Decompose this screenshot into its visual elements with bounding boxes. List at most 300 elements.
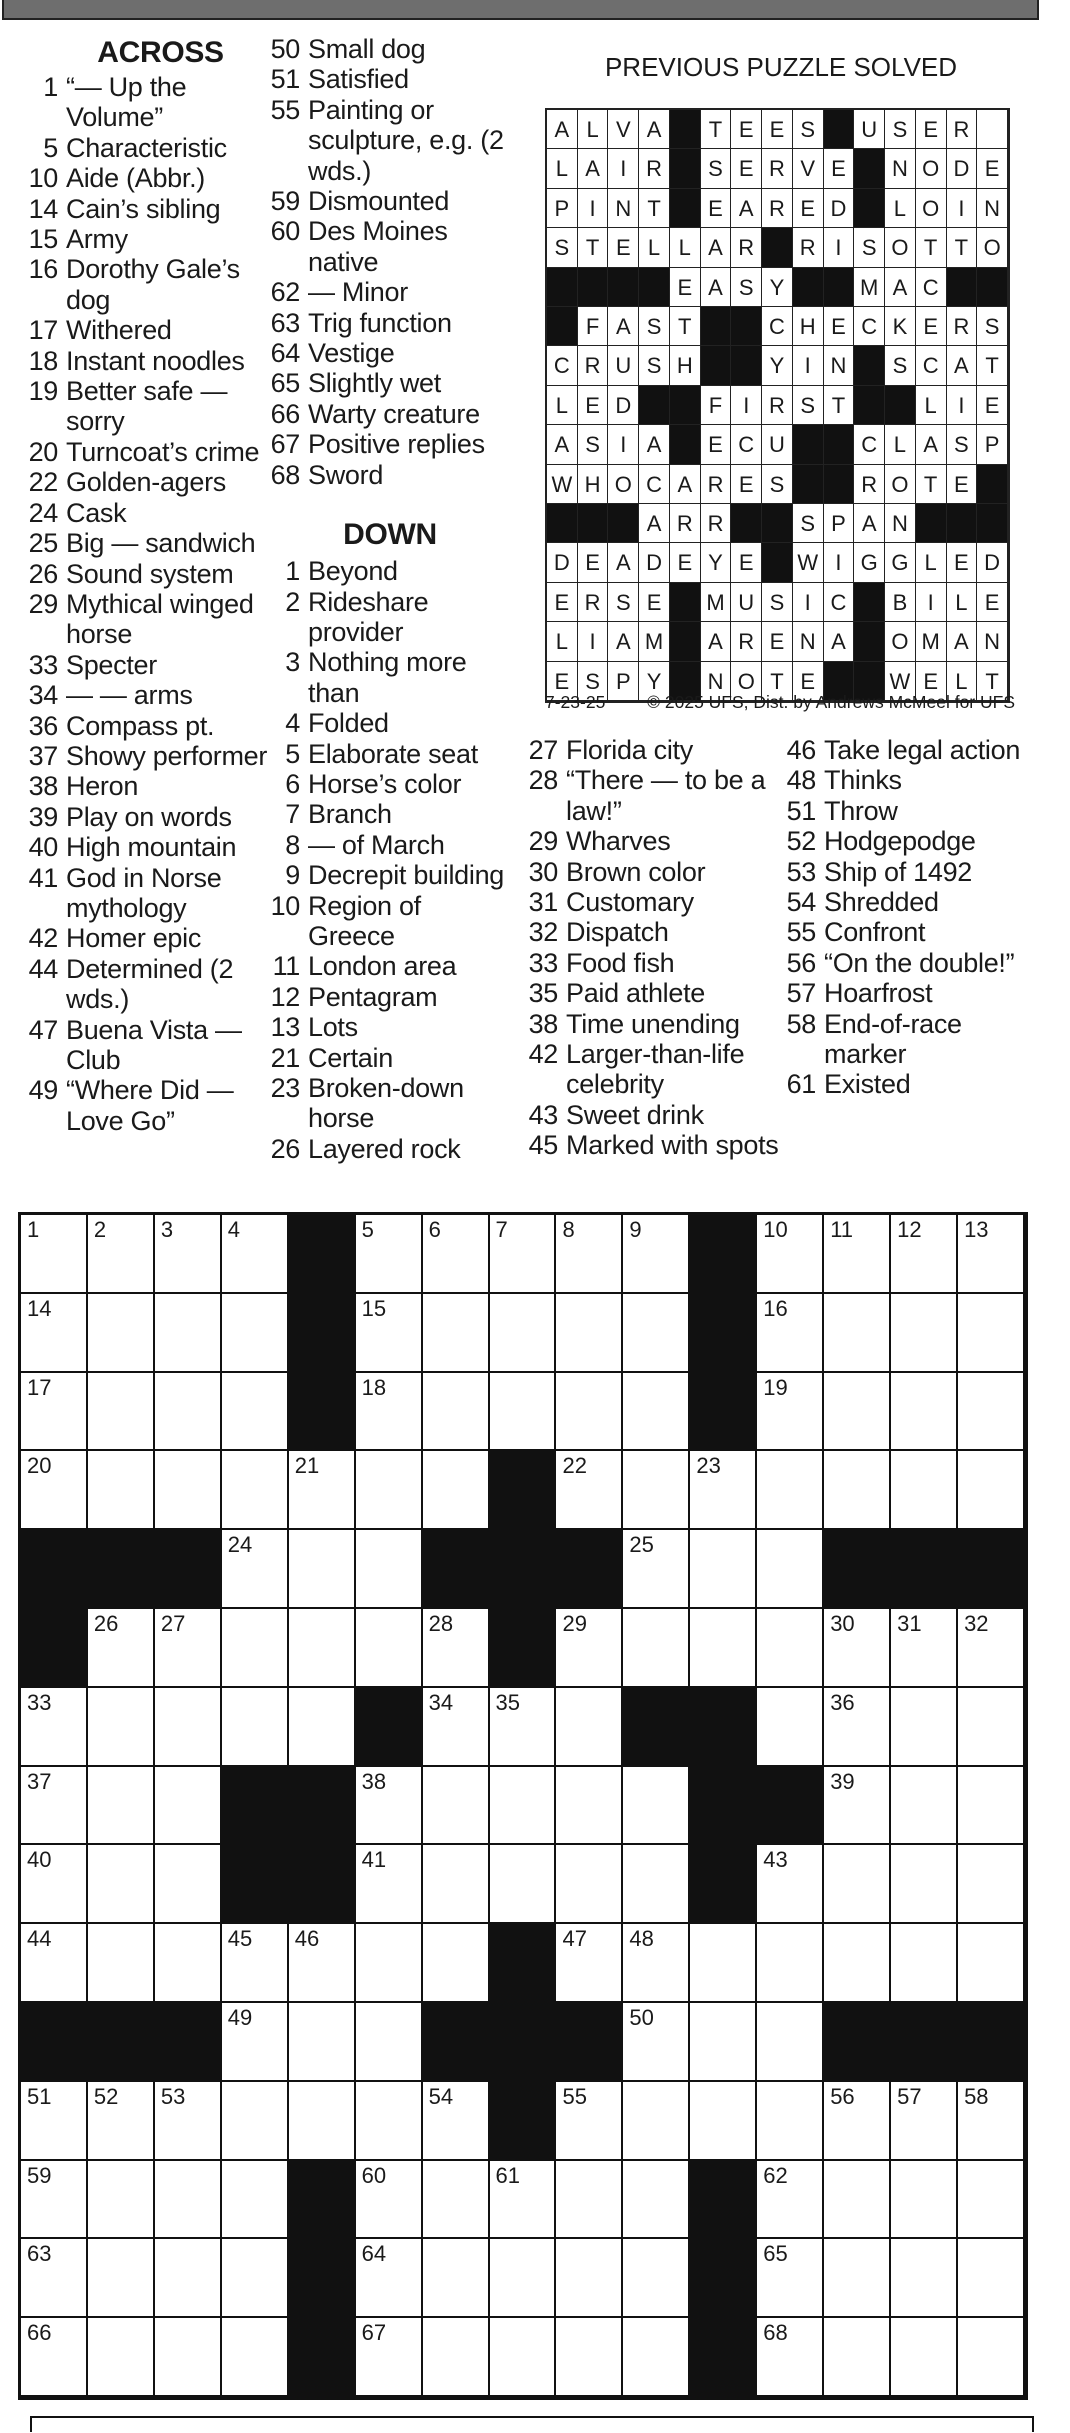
grid-cell[interactable] <box>222 1924 289 2003</box>
grid-cell[interactable] <box>490 2239 557 2318</box>
grid-cell[interactable] <box>155 1294 222 1373</box>
grid-cell[interactable] <box>556 1215 623 1294</box>
cell-number: 50 <box>629 2005 654 2030</box>
grid-cell[interactable] <box>155 1767 222 1846</box>
grid-cell[interactable] <box>21 1215 88 1294</box>
grid-cell[interactable] <box>623 2161 690 2240</box>
grid-cell[interactable] <box>958 1215 1025 1294</box>
grid-cell[interactable] <box>757 1609 824 1688</box>
grid-cell[interactable] <box>88 1215 155 1294</box>
grid-cell[interactable] <box>490 1688 557 1767</box>
answer-letter: A <box>639 110 670 149</box>
grid-cell[interactable] <box>155 1688 222 1767</box>
clue-item <box>786 1009 1046 1070</box>
grid-cell[interactable] <box>222 2239 289 2318</box>
grid-cell[interactable] <box>958 1924 1025 2003</box>
answer-letter: I <box>578 189 609 228</box>
cell-number: 14 <box>27 1295 52 1321</box>
grid-cell[interactable] <box>623 1845 690 1924</box>
clue-item <box>270 368 510 398</box>
answer-letter: P <box>977 425 1008 464</box>
cell-number: 39 <box>830 1768 855 1794</box>
answer-letter: S <box>793 504 824 543</box>
grid-cell[interactable] <box>490 2318 557 2397</box>
grid-cell[interactable] <box>556 1924 623 2003</box>
grid-cell[interactable] <box>623 1530 690 1609</box>
grid-cell[interactable] <box>891 1215 958 1294</box>
grid-cell[interactable] <box>356 1530 423 1609</box>
grid-cell[interactable] <box>222 2161 289 2240</box>
grid-cell[interactable] <box>891 2082 958 2161</box>
grid-cell[interactable] <box>623 2318 690 2397</box>
grid-cell[interactable] <box>556 2161 623 2240</box>
grid-cell[interactable] <box>556 1845 623 1924</box>
answer-letter: S <box>547 228 578 267</box>
grid-cell[interactable] <box>891 1688 958 1767</box>
grid-cell[interactable] <box>356 1845 423 1924</box>
answer-letter: S <box>762 583 793 622</box>
grid-cell[interactable] <box>623 2082 690 2161</box>
grid-cell[interactable] <box>556 2318 623 2397</box>
clue-number: 13 <box>270 1012 300 1043</box>
grid-cell[interactable] <box>824 1845 891 1924</box>
grid-cell[interactable] <box>423 1609 490 1688</box>
black-square <box>289 2161 356 2240</box>
black-square <box>623 1688 690 1767</box>
answer-letter: I <box>793 583 824 622</box>
grid-cell[interactable] <box>958 2161 1025 2240</box>
grid-cell[interactable] <box>891 1609 958 1688</box>
grid-cell[interactable] <box>222 1373 289 1452</box>
grid-cell[interactable] <box>891 2239 958 2318</box>
clue-item <box>270 769 510 799</box>
clue-item <box>528 1039 783 1100</box>
clue-text: Vestige <box>308 338 395 369</box>
grid-cell[interactable] <box>21 2082 88 2161</box>
grid-cell[interactable] <box>356 1609 423 1688</box>
grid-cell[interactable] <box>958 1373 1025 1452</box>
grid-cell[interactable] <box>556 1373 623 1452</box>
grid-cell[interactable] <box>356 1294 423 1373</box>
grid-cell[interactable] <box>824 1767 891 1846</box>
grid-cell[interactable] <box>490 1215 557 1294</box>
clue-number: 6 <box>285 768 300 799</box>
grid-cell[interactable] <box>891 2161 958 2240</box>
grid-cell[interactable] <box>289 1451 356 1530</box>
grid-cell[interactable] <box>88 2239 155 2318</box>
grid-cell[interactable] <box>690 1609 757 1688</box>
grid-cell[interactable] <box>423 1294 490 1373</box>
grid-cell[interactable] <box>958 1294 1025 1373</box>
grid-cell[interactable] <box>958 1688 1025 1767</box>
grid-cell[interactable] <box>824 2239 891 2318</box>
grid-cell[interactable] <box>356 2003 423 2082</box>
grid-cell[interactable] <box>891 1294 958 1373</box>
grid-cell[interactable] <box>757 2003 824 2082</box>
grid-cell[interactable] <box>423 2082 490 2161</box>
grid-cell[interactable] <box>690 1530 757 1609</box>
clue-item <box>18 254 273 315</box>
grid-cell[interactable] <box>556 1688 623 1767</box>
clue-number: 55 <box>270 94 300 125</box>
clue-text: Cain’s sibling <box>66 193 221 224</box>
cell-number: 24 <box>227 1532 253 1558</box>
grid-cell[interactable] <box>423 2239 490 2318</box>
clue-text: Homer epic <box>66 923 202 954</box>
grid-cell[interactable] <box>222 2003 289 2082</box>
answer-letter: D <box>947 149 978 188</box>
answer-letter: D <box>608 386 639 425</box>
grid-cell[interactable] <box>289 1924 356 2003</box>
answer-letter: G <box>854 543 885 582</box>
answer-letter: L <box>578 110 609 149</box>
grid-cell[interactable] <box>423 2318 490 2397</box>
grid-cell[interactable] <box>757 2318 824 2397</box>
black-square <box>490 1451 557 1530</box>
black-square <box>793 465 824 504</box>
cell-number: 10 <box>763 1217 788 1242</box>
clue-number: 11 <box>272 951 300 982</box>
grid-cell[interactable] <box>891 1767 958 1846</box>
grid-cell[interactable] <box>490 1845 557 1924</box>
clue-number: 19 <box>28 376 58 407</box>
grid-cell[interactable] <box>824 1373 891 1452</box>
answer-letter: R <box>701 504 732 543</box>
grid-cell[interactable] <box>155 1451 222 1530</box>
grid-cell[interactable] <box>690 1451 757 1530</box>
grid-cell[interactable] <box>824 1924 891 2003</box>
down-clue-list-continued-2 <box>786 735 1046 1100</box>
grid-cell[interactable] <box>490 1767 557 1846</box>
grid-cell[interactable] <box>891 1845 958 1924</box>
answer-letter: E <box>639 583 670 622</box>
grid-cell[interactable] <box>356 1215 423 1294</box>
grid-cell[interactable] <box>690 2003 757 2082</box>
clue-number: 2 <box>285 586 300 617</box>
grid-cell[interactable] <box>21 2318 88 2397</box>
black-square <box>547 504 578 543</box>
clue-text: Showy performer <box>66 740 268 771</box>
grid-cell[interactable] <box>222 1451 289 1530</box>
grid-cell[interactable] <box>88 1451 155 1530</box>
grid-cell[interactable] <box>155 2161 222 2240</box>
grid-cell[interactable] <box>891 1924 958 2003</box>
grid-cell[interactable] <box>423 1924 490 2003</box>
answer-letter: K <box>885 307 916 346</box>
grid-cell[interactable] <box>356 1924 423 2003</box>
grid-cell[interactable] <box>623 1609 690 1688</box>
cell-number: 62 <box>763 2162 788 2188</box>
cell-number: 15 <box>361 1295 387 1321</box>
grid-cell[interactable] <box>824 1688 891 1767</box>
grid-cell[interactable] <box>88 1688 155 1767</box>
grid-cell[interactable] <box>423 1845 490 1924</box>
grid-cell[interactable] <box>222 1609 289 1688</box>
grid-cell[interactable] <box>222 1215 289 1294</box>
grid-cell[interactable] <box>356 1767 423 1846</box>
grid-cell[interactable] <box>824 2161 891 2240</box>
grid-cell[interactable] <box>21 2161 88 2240</box>
grid-cell[interactable] <box>757 1530 824 1609</box>
grid-cell[interactable] <box>289 1688 356 1767</box>
answer-letter: E <box>977 149 1008 188</box>
grid-cell[interactable] <box>21 2239 88 2318</box>
cell-number: 3 <box>160 1217 174 1242</box>
black-square <box>891 1530 958 1609</box>
answer-letter: E <box>762 110 793 149</box>
black-square <box>824 268 855 307</box>
answer-letter: E <box>762 622 793 661</box>
grid-cell[interactable] <box>490 2161 557 2240</box>
clue-item <box>528 857 783 887</box>
black-square <box>854 386 885 425</box>
grid-cell[interactable] <box>623 2003 690 2082</box>
grid-cell[interactable] <box>757 1215 824 1294</box>
black-square <box>731 346 762 385</box>
grid-cell[interactable] <box>21 1924 88 2003</box>
grid-cell[interactable] <box>289 1530 356 1609</box>
grid-cell[interactable] <box>356 2318 423 2397</box>
clue-number: 47 <box>28 1014 58 1045</box>
grid-cell[interactable] <box>356 1451 423 1530</box>
grid-cell[interactable] <box>757 2161 824 2240</box>
black-square <box>289 1294 356 1373</box>
answer-letter: W <box>885 662 916 701</box>
grid-cell[interactable] <box>623 1373 690 1452</box>
clue-number: 30 <box>528 856 558 887</box>
grid-cell[interactable] <box>356 2239 423 2318</box>
grid-cell[interactable] <box>824 1609 891 1688</box>
grid-cell[interactable] <box>289 2003 356 2082</box>
clue-item <box>270 399 510 429</box>
answer-letter: U <box>854 110 885 149</box>
clue-text: Cask <box>66 497 127 528</box>
clue-text: Florida city <box>566 735 693 765</box>
grid-cell[interactable] <box>155 1215 222 1294</box>
answer-letter: N <box>824 346 855 385</box>
grid-cell[interactable] <box>356 2082 423 2161</box>
black-square <box>958 1530 1025 1609</box>
black-square <box>490 1609 557 1688</box>
grid-cell[interactable] <box>155 2239 222 2318</box>
clue-item <box>270 647 510 708</box>
answer-letter: R <box>762 189 793 228</box>
grid-cell[interactable] <box>757 1688 824 1767</box>
clue-number: 54 <box>786 887 816 918</box>
grid-cell[interactable] <box>623 1451 690 1530</box>
grid-cell[interactable] <box>623 2239 690 2318</box>
clue-text: Withered <box>66 315 172 346</box>
black-square <box>690 1373 757 1452</box>
grid-cell[interactable] <box>690 2082 757 2161</box>
grid-cell[interactable] <box>824 1451 891 1530</box>
grid-cell[interactable] <box>222 2318 289 2397</box>
black-square <box>793 425 824 464</box>
grid-cell[interactable] <box>824 2082 891 2161</box>
clue-text: Confront <box>824 917 926 948</box>
grid-cell[interactable] <box>490 1294 557 1373</box>
grid-cell[interactable] <box>623 1215 690 1294</box>
answer-letter: Y <box>701 543 732 582</box>
answer-letter <box>977 110 1008 149</box>
grid-cell[interactable] <box>757 1294 824 1373</box>
clue-text: Ship of 1492 <box>824 856 973 887</box>
grid-cell[interactable] <box>222 2082 289 2161</box>
grid-cell[interactable] <box>155 1924 222 2003</box>
grid-cell[interactable] <box>289 1609 356 1688</box>
grid-cell[interactable] <box>891 1373 958 1452</box>
answer-letter: I <box>916 583 947 622</box>
grid-cell[interactable] <box>289 2082 356 2161</box>
answer-letter: S <box>854 228 885 267</box>
clue-text: Region of Greece <box>308 890 421 951</box>
grid-cell[interactable] <box>757 2082 824 2161</box>
cell-number: 61 <box>495 2162 521 2188</box>
clue-number: 26 <box>270 1133 300 1164</box>
grid-cell[interactable] <box>824 1294 891 1373</box>
grid-cell[interactable] <box>88 1767 155 1846</box>
grid-cell[interactable] <box>222 1294 289 1373</box>
clue-item <box>18 1015 273 1076</box>
black-square <box>289 1215 356 1294</box>
clue-number: 51 <box>270 64 300 95</box>
clue-item <box>528 978 783 1008</box>
answer-letter: Y <box>762 268 793 307</box>
grid-cell[interactable] <box>21 1688 88 1767</box>
clue-item <box>270 587 510 648</box>
grid-cell[interactable] <box>556 1451 623 1530</box>
clue-number: 16 <box>28 254 58 285</box>
grid-cell[interactable] <box>155 2082 222 2161</box>
grid-cell[interactable] <box>757 2239 824 2318</box>
grid-cell[interactable] <box>155 1373 222 1452</box>
grid-cell[interactable] <box>21 1451 88 1530</box>
clue-number: 65 <box>270 368 300 399</box>
grid-cell[interactable] <box>556 1294 623 1373</box>
black-square <box>21 1530 88 1609</box>
clue-item <box>270 891 510 952</box>
answer-letter: P <box>608 662 639 701</box>
clue-item <box>18 376 273 437</box>
answer-letter: I <box>608 425 639 464</box>
grid-cell[interactable] <box>88 1845 155 1924</box>
grid-cell[interactable] <box>88 1924 155 2003</box>
grid-cell[interactable] <box>824 1215 891 1294</box>
answer-letter: N <box>793 622 824 661</box>
grid-cell[interactable] <box>690 1924 757 2003</box>
grid-cell[interactable] <box>556 2082 623 2161</box>
answer-letter: S <box>885 346 916 385</box>
clue-text: Instant noodles <box>66 345 245 376</box>
grid-cell[interactable] <box>21 1767 88 1846</box>
grid-cell[interactable] <box>623 1924 690 2003</box>
black-square <box>289 2318 356 2397</box>
grid-cell[interactable] <box>623 1767 690 1846</box>
answer-letter: E <box>578 543 609 582</box>
grid-cell[interactable] <box>423 2161 490 2240</box>
grid-cell[interactable] <box>222 1530 289 1609</box>
answer-letter: F <box>578 307 609 346</box>
grid-cell[interactable] <box>958 1609 1025 1688</box>
grid-cell[interactable] <box>757 1373 824 1452</box>
black-square <box>490 2003 557 2082</box>
grid-cell[interactable] <box>155 1845 222 1924</box>
answer-letter: H <box>670 346 701 385</box>
grid-cell[interactable] <box>958 1767 1025 1846</box>
grid-cell[interactable] <box>891 2318 958 2397</box>
grid-cell[interactable] <box>556 2239 623 2318</box>
grid-cell[interactable] <box>556 1609 623 1688</box>
across-clue-list-continued <box>270 34 510 490</box>
grid-cell[interactable] <box>423 1451 490 1530</box>
grid-cell[interactable] <box>21 1845 88 1924</box>
previous-puzzle-grid <box>545 108 1010 703</box>
answer-letter: C <box>639 465 670 504</box>
answer-letter: E <box>670 543 701 582</box>
clue-item <box>270 1073 510 1134</box>
grid-cell[interactable] <box>88 1294 155 1373</box>
grid-cell[interactable] <box>824 2318 891 2397</box>
grid-cell[interactable] <box>556 1767 623 1846</box>
grid-cell[interactable] <box>623 1294 690 1373</box>
grid-cell[interactable] <box>423 1767 490 1846</box>
answer-letter: C <box>824 583 855 622</box>
grid-cell[interactable] <box>423 1373 490 1452</box>
grid-cell[interactable] <box>88 2082 155 2161</box>
grid-cell[interactable] <box>155 2318 222 2397</box>
grid-cell[interactable] <box>88 1609 155 1688</box>
black-square <box>977 504 1008 543</box>
grid-cell[interactable] <box>757 1845 824 1924</box>
answer-letter: E <box>608 228 639 267</box>
grid-cell[interactable] <box>958 2082 1025 2161</box>
across-header: ACROSS <box>97 36 224 69</box>
black-square <box>289 1373 356 1452</box>
cell-number: 46 <box>294 1926 320 1952</box>
clue-number: 25 <box>28 528 58 559</box>
grid-cell[interactable] <box>222 1688 289 1767</box>
grid-cell[interactable] <box>757 1451 824 1530</box>
grid-cell[interactable] <box>423 1215 490 1294</box>
grid-cell[interactable] <box>490 1373 557 1452</box>
clue-number: 5 <box>285 738 300 769</box>
grid-cell[interactable] <box>757 1924 824 2003</box>
grid-cell[interactable] <box>958 2239 1025 2318</box>
grid-cell[interactable] <box>21 1294 88 1373</box>
grid-cell[interactable] <box>958 1451 1025 1530</box>
answer-letter: R <box>578 583 609 622</box>
grid-cell[interactable] <box>958 2318 1025 2397</box>
grid-cell[interactable] <box>423 1688 490 1767</box>
cell-number: 53 <box>160 2083 186 2109</box>
clue-text: Positive replies <box>308 429 485 460</box>
cell-number: 63 <box>27 2241 52 2267</box>
clue-item <box>18 863 273 924</box>
clue-item <box>18 437 273 467</box>
grid-cell[interactable] <box>88 1373 155 1452</box>
grid-cell[interactable] <box>356 1373 423 1452</box>
clue-item <box>18 528 273 558</box>
clue-number: 40 <box>28 832 58 863</box>
grid-cell[interactable] <box>155 1609 222 1688</box>
grid-cell[interactable] <box>891 1451 958 1530</box>
grid-cell[interactable] <box>21 1373 88 1452</box>
grid-cell[interactable] <box>356 2161 423 2240</box>
answer-letter: S <box>731 268 762 307</box>
grid-cell[interactable] <box>88 2161 155 2240</box>
grid-cell[interactable] <box>88 2318 155 2397</box>
grid-cell[interactable] <box>958 1845 1025 1924</box>
